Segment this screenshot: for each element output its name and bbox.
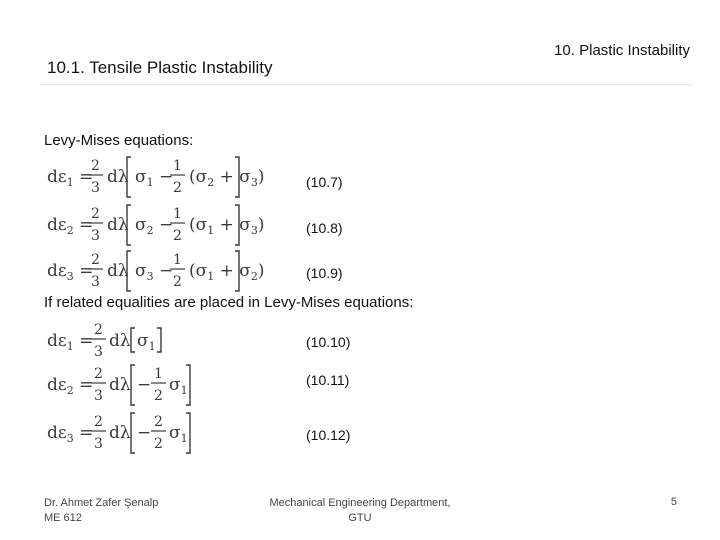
- svg-text:dε3 =: $d\varepsilon_3$ =: [47, 261, 94, 283]
- svg-text:1: 1: [173, 206, 182, 222]
- svg-text:2: 2: [91, 206, 100, 222]
- svg-text:dλ: dλ: [109, 423, 131, 443]
- svg-text:3: 3: [91, 180, 100, 196]
- svg-text:dε1 =: $d\varepsilon_1$ =: [47, 167, 94, 189]
- equation-10-12: [47, 410, 247, 456]
- svg-text:−: −: [137, 423, 152, 443]
- svg-text:−: −: [137, 375, 152, 395]
- svg-text:dε1 =: $d\varepsilon_1$ =: [47, 331, 94, 353]
- svg-text:dλ: dλ: [107, 215, 129, 235]
- svg-text:2: 2: [94, 322, 103, 338]
- svg-text:3: 3: [91, 228, 100, 244]
- svg-text:1: 1: [173, 252, 182, 268]
- svg-text:3: 3: [91, 274, 100, 290]
- svg-text:dλ: dλ: [109, 375, 131, 395]
- svg-text:dλ: dλ: [109, 331, 131, 351]
- footer-course: ME 612: [44, 512, 82, 524]
- svg-text:3: 3: [94, 436, 103, 452]
- svg-text:3: 3: [94, 388, 103, 404]
- svg-text:2: 2: [173, 228, 182, 244]
- svg-text:dε2 =: $d\varepsilon_2$ =: [47, 375, 94, 397]
- svg-text:2: 2: [94, 366, 103, 382]
- equation-number: (10.11): [306, 372, 350, 388]
- svg-text:σ1: $\sigma_1$: [137, 331, 156, 353]
- equation-number: (10.10): [306, 334, 351, 350]
- svg-text:1: 1: [173, 158, 182, 174]
- equation-10-10: [47, 318, 247, 364]
- svg-text:3: 3: [94, 344, 103, 360]
- equation-10-7: [47, 154, 265, 200]
- svg-text:σ1 −: $\sigma_1$ −: [135, 167, 174, 189]
- chapter-title: 10. Plastic Instability: [554, 42, 690, 59]
- svg-text:2: 2: [94, 414, 103, 430]
- svg-text:2: 2: [173, 180, 182, 196]
- equation-10-11: [47, 362, 247, 408]
- svg-text:(σ2 + σ3): $(\sigma_2 + \sigma_3)$: [189, 167, 265, 189]
- svg-text:2: 2: [154, 414, 163, 430]
- footer-department: Mechanical Engineering Department,: [269, 497, 451, 509]
- svg-text:2: 2: [154, 436, 163, 452]
- equation-number: (10.8): [306, 220, 343, 236]
- footer-author: Dr. Ahmet Zafer Şenalp: [44, 497, 159, 509]
- svg-text:(σ1 + σ2): $(\sigma_1 + \sigma_2)$: [189, 261, 265, 283]
- equation-number: (10.7): [306, 174, 343, 190]
- related-equalities-label: If related equalities are placed in Levy-Mises equations:: [44, 294, 414, 311]
- svg-text:dλ: dλ: [107, 167, 129, 187]
- svg-text:2: 2: [91, 158, 100, 174]
- footer-department-block: [255, 496, 465, 526]
- svg-text:(σ1 + σ3): $(\sigma_1 + \sigma_3)$: [189, 215, 265, 237]
- svg-text:2: 2: [91, 252, 100, 268]
- equation-number: (10.12): [306, 427, 351, 443]
- svg-text:σ2 −: $\sigma_2$ −: [135, 215, 174, 237]
- equation-number: (10.9): [306, 265, 343, 281]
- footer-author-block: [44, 496, 158, 526]
- svg-text:2: 2: [173, 274, 182, 290]
- svg-text:dλ: dλ: [107, 261, 129, 281]
- svg-text:2: 2: [154, 388, 163, 404]
- page-number: 5: [670, 496, 677, 508]
- equation-10-8: [47, 202, 265, 248]
- levy-mises-label: Levy-Mises equations:: [44, 132, 194, 149]
- svg-text:σ3 −: $\sigma_3$ −: [135, 261, 174, 283]
- svg-text:dε2 =: $d\varepsilon_2$ =: [47, 215, 94, 237]
- footer-university: GTU: [348, 512, 372, 524]
- svg-text:dε3 =: $d\varepsilon_3$ =: [47, 423, 94, 445]
- equation-10-9: [47, 248, 265, 294]
- title-divider: [40, 84, 692, 85]
- svg-text:σ1: $\sigma_1$: [169, 423, 188, 445]
- svg-text:1: 1: [154, 366, 163, 382]
- section-title: 10.1. Tensile Plastic Instability: [47, 58, 273, 77]
- svg-text:σ1: $\sigma_1$: [169, 375, 188, 397]
